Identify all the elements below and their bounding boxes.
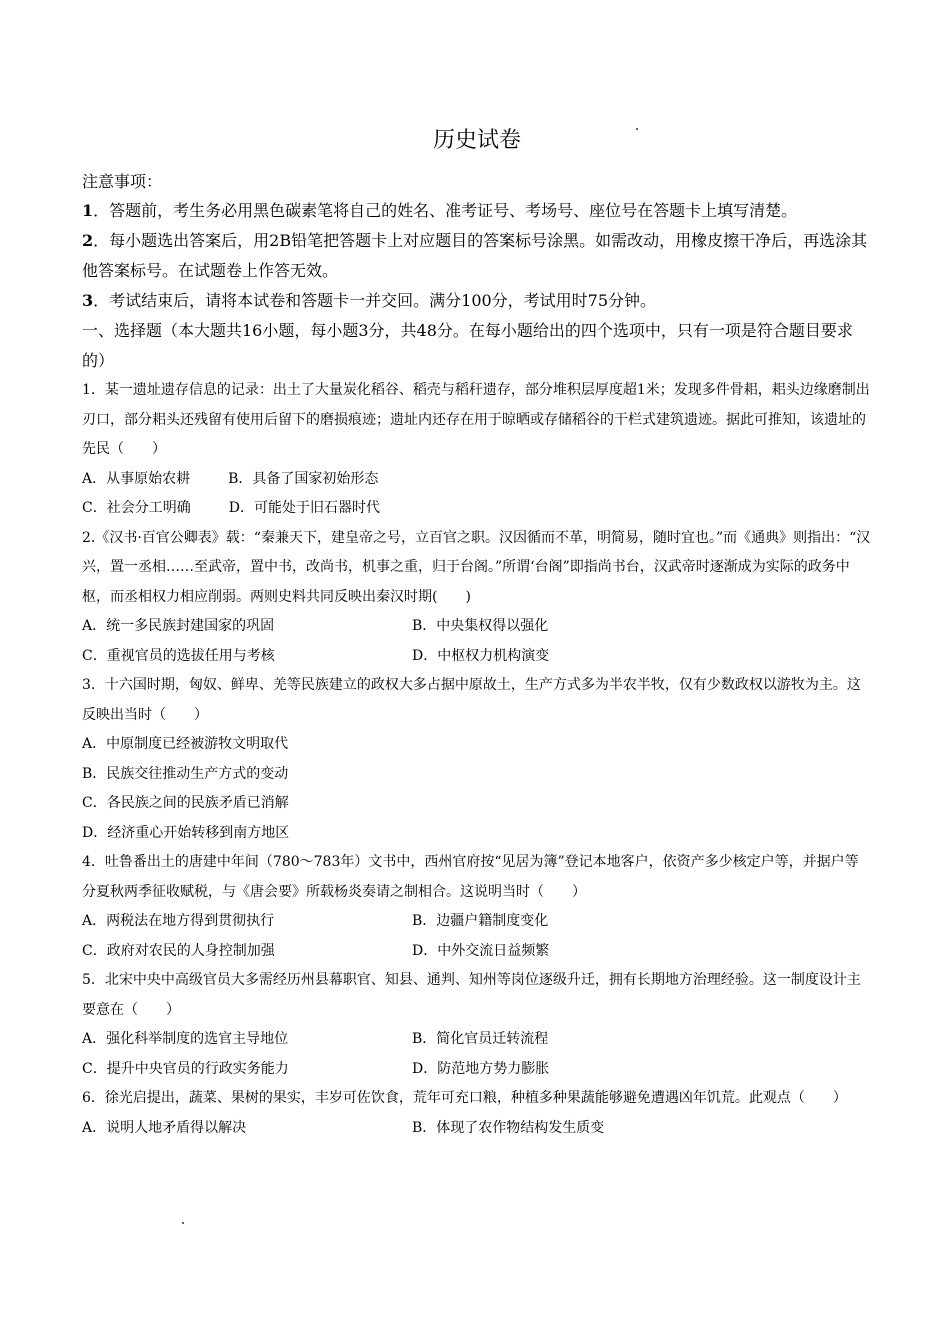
option-c: C．各民族之间的民族矛盾已消解 <box>82 795 289 811</box>
option-a: A．强化科举制度的选官主导地位 <box>82 1031 289 1047</box>
option-d: D．经济重心开始转移到南方地区 <box>82 824 290 841</box>
notice-item <box>82 286 872 316</box>
question-stem: 5．北宋中央中高级官员大多需经历州县幕职官、知县、通判、知州等岗位逐级升迁，拥有长期地方治理经验。这一制度设计主要意在（ ） <box>82 972 861 1018</box>
option-a: A．统一多民族封建国家的巩固 <box>82 618 275 634</box>
option-b: B．简化官员迁转流程 <box>412 1031 549 1047</box>
question-stem: 6．徐光启提出，蔬菜、果树的果实，丰岁可佐饮食，荒年可充口粮，种植多种果蔬能够避免遭遇凶年饥荒。此观点（ ） <box>82 1090 847 1106</box>
option-c: C．社会分工明确 <box>82 500 191 516</box>
question-stem: 3．十六国时期，匈奴、鲜卑、羌等民族建立的政权大多占据中原故土，生产方式多为半农半牧，仅有少数政权以游牧为主。这反映出当时（ ） <box>82 677 861 723</box>
question-stem: 4．吐鲁番出土的唐建中年间（780～783年）文书中，西州官府按“见居为簿”登记本地客户，依资产多少核定户等，并据户等分夏秋两季征收赋税，与《唐会要》所载杨炎奏请之制相合。这说明当时（ ） <box>82 854 859 900</box>
option-d: D．可能处于旧石器时代 <box>228 500 380 516</box>
option-row <box>82 612 872 642</box>
scan-dot <box>182 1222 184 1224</box>
option-a: A．中原制度已经被游牧文明取代 <box>82 736 289 752</box>
option-row <box>82 907 872 937</box>
notice-heading: 注意事项： <box>82 172 163 191</box>
notice-text: ．答题前，考生务必用黑色碳素笔将自己的姓名、准考证号、考场号、座位号在答题卡上填写清楚。 <box>93 201 798 220</box>
option-row <box>82 465 872 495</box>
notice-text: ．每小题选出答案后，用2B铅笔把答题卡上对应题目的答案标号涂黑。如需改动，用橡皮擦干净后，再选涂其他答案标号。在试题卷上作答无效。 <box>82 231 868 280</box>
option-a: A．从事原始农耕 <box>82 470 191 487</box>
option-c: C．重视官员的选拔任用与考核 <box>82 647 275 664</box>
option-row <box>82 494 872 524</box>
option-d: D．中枢权力机构演变 <box>412 647 550 664</box>
notice-item <box>82 226 872 286</box>
option-b: B．中央集权得以强化 <box>412 618 549 634</box>
section-heading: 一、选择题（本大题共16小题，每小题3分，共48分。在每小题给出的四个选项中，只有一项是符合题目要求的） <box>82 321 853 370</box>
notice-number: 1 <box>82 201 94 220</box>
notice-number: 3 <box>82 291 94 310</box>
notice-number: 2 <box>82 231 94 250</box>
option-row <box>82 1114 872 1144</box>
option-b: B．体现了农作物结构发生质变 <box>412 1119 605 1136</box>
option-b: B．具备了国家初始形态 <box>228 470 379 487</box>
option-c: C．提升中央官员的行政实务能力 <box>82 1060 289 1077</box>
notice-item <box>82 196 872 226</box>
option-row <box>82 1025 872 1055</box>
option-row <box>82 937 872 967</box>
option-c: C．政府对农民的人身控制加强 <box>82 942 275 959</box>
question-stem: 1．某一遗址遗存信息的记录：出土了大量炭化稻谷、稻壳与稻秆遗存，部分堆积层厚度超1米；发现多件骨耜，耜头边缘磨制出刃口，部分耜头还残留有使用后留下的磨损痕迹；遗址内还存在用于晾晒或存储稻谷的干栏式建筑遗迹。据此可推知，该遗址的先民（ ） <box>82 382 870 457</box>
option-d: D．中外交流日益频繁 <box>412 942 550 959</box>
question-stem: 2.《汉书·百官公卿表》载：“秦兼天下，建皇帝之号，立百官之职。汉因循而不革，明简易，随时宜也。”而《通典》则指出：“汉兴，置一丞相……至武帝，置中书，改尚书，机事之重，归于台阁。”所谓‘台阁”即指尚书台，汉武帝时逐渐成为实际的政务中枢，而丞相权力相应削弱。两则史料共同反映出秦汉时期( ) <box>82 529 871 605</box>
option-row <box>82 642 872 672</box>
option-a: A．两税法在地方得到贯彻执行 <box>82 913 275 929</box>
option-b: B．边疆户籍制度变化 <box>412 913 549 929</box>
option-d: D．防范地方势力膨胀 <box>412 1060 550 1077</box>
exam-page <box>82 120 872 1143</box>
option-row <box>82 1055 872 1085</box>
option-b: B．民族交往推动生产方式的变动 <box>82 765 289 782</box>
option-a: A．说明人地矛盾得以解决 <box>82 1119 247 1136</box>
page-title: 历史试卷 <box>432 128 521 153</box>
notice-text: ．考试结束后，请将本试卷和答题卡一并交回。满分100分，考试用时75分钟。 <box>93 291 657 310</box>
